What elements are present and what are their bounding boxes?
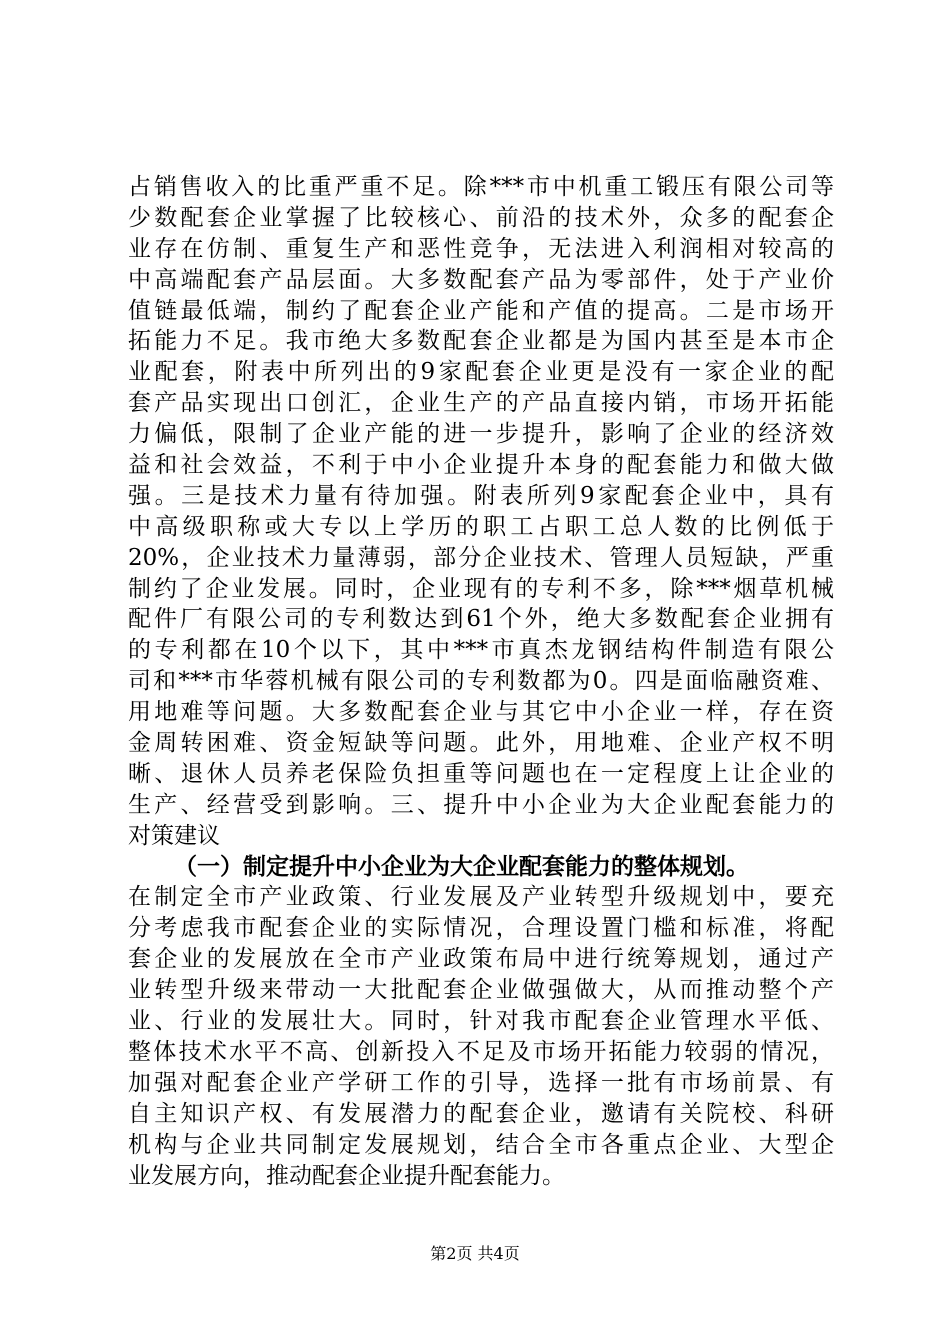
text-line: 分考虑我市配套企业的实际情况，合理设置门槛和标准，将配 [128, 915, 834, 942]
text-line: 业转型升级来带动一大批配套企业做强做大，从而推动整个产 [128, 977, 834, 1004]
text-line: 益和社会效益，不利于中小企业提升本身的配套能力和做大做 [128, 452, 834, 479]
text-line: 整体技术水平不高、创新投入不足及市场开拓能力较弱的情况， [128, 1038, 834, 1065]
text-line: 业存在仿制、重复生产和恶性竞争，无法进入利润相对较高的 [128, 235, 834, 262]
paragraph-1 [128, 172, 834, 852]
page-number: 第2页 共4页 [430, 1244, 520, 1263]
text-line: 机构与企业共同制定发展规划，结合全市各重点企业、大型企 [128, 1131, 834, 1158]
text-line: 制约了企业发展。同时，企业现有的专利不多，除***烟草机械 [128, 575, 834, 602]
text-line: 中高端配套产品层面。大多数配套产品为零部件，处于产业价 [128, 266, 834, 293]
text-line: 自主知识产权、有发展潜力的配套企业，邀请有关院校、科研 [128, 1100, 834, 1127]
text-line: 加强对配套企业产学研工作的引导，选择一批有市场前景、有 [128, 1069, 834, 1096]
paragraph-2 [128, 882, 834, 1191]
text-line: 值链最低端，制约了配套企业产能和产值的提高。二是市场开 [128, 297, 834, 324]
text-line: 生产、经营受到影响。三、提升中小企业为大企业配套能力的 [128, 791, 834, 818]
text-line: 晰、退休人员养老保险负担重等问题也在一定程度上让企业的 [128, 760, 834, 787]
text-line: 强。三是技术力量有待加强。附表所列9家配套企业中，具有 [128, 482, 834, 509]
text-line: 用地难等问题。大多数配套企业与其它中小企业一样，存在资 [128, 699, 834, 726]
text-line: 司和***市华蓉机械有限公司的专利数都为0。四是面临融资难、 [128, 668, 834, 695]
text-line: 占销售收入的比重严重不足。除***市中机重工锻压有限公司等 [128, 174, 834, 200]
text-line: 金周转困难、资金短缺等问题。此外，用地难、企业产权不明 [128, 730, 834, 757]
text-line: 中高级职称或大专以上学历的职工占职工总人数的比例低于 [128, 513, 834, 540]
text-line: 套企业的发展放在全市产业政策布局中进行统筹规划，通过产 [128, 946, 834, 973]
text-line: 少数配套企业掌握了比较核心、前沿的技术外，众多的配套企 [128, 204, 834, 231]
section-heading: （一）制定提升中小企业为大企业配套能力的整体规划。 [174, 853, 749, 880]
text-line: 20%，企业技术力量薄弱，部分企业技术、管理人员短缺，严重 [128, 544, 834, 571]
text-line: 配件厂有限公司的专利数达到61个外，绝大多数配套企业拥有 [128, 606, 834, 633]
page-footer [0, 1244, 950, 1264]
text-line: 在制定全市产业政策、行业发展及产业转型升级规划中，要充 [128, 884, 834, 911]
text-line: 力偏低，限制了企业产能的进一步提升，影响了企业的经济效 [128, 421, 834, 448]
text-line: 业配套，附表中所列出的9家配套企业更是没有一家企业的配 [128, 359, 834, 386]
document-body [128, 172, 834, 1191]
text-line: 业、行业的发展壮大。同时，针对我市配套企业管理水平低、 [128, 1008, 834, 1035]
text-line: 的专利都在10个以下，其中***市真杰龙钢结构件制造有限公 [128, 637, 834, 664]
text-line: 对策建议 [128, 822, 220, 849]
text-line: 套产品实现出口创汇，企业生产的产品直接内销，市场开拓能 [128, 390, 834, 417]
text-line: 业发展方向，推动配套企业提升配套能力。 [128, 1162, 565, 1189]
text-line: 拓能力不足。我市绝大多数配套企业都是为国内甚至是本市企 [128, 328, 834, 355]
